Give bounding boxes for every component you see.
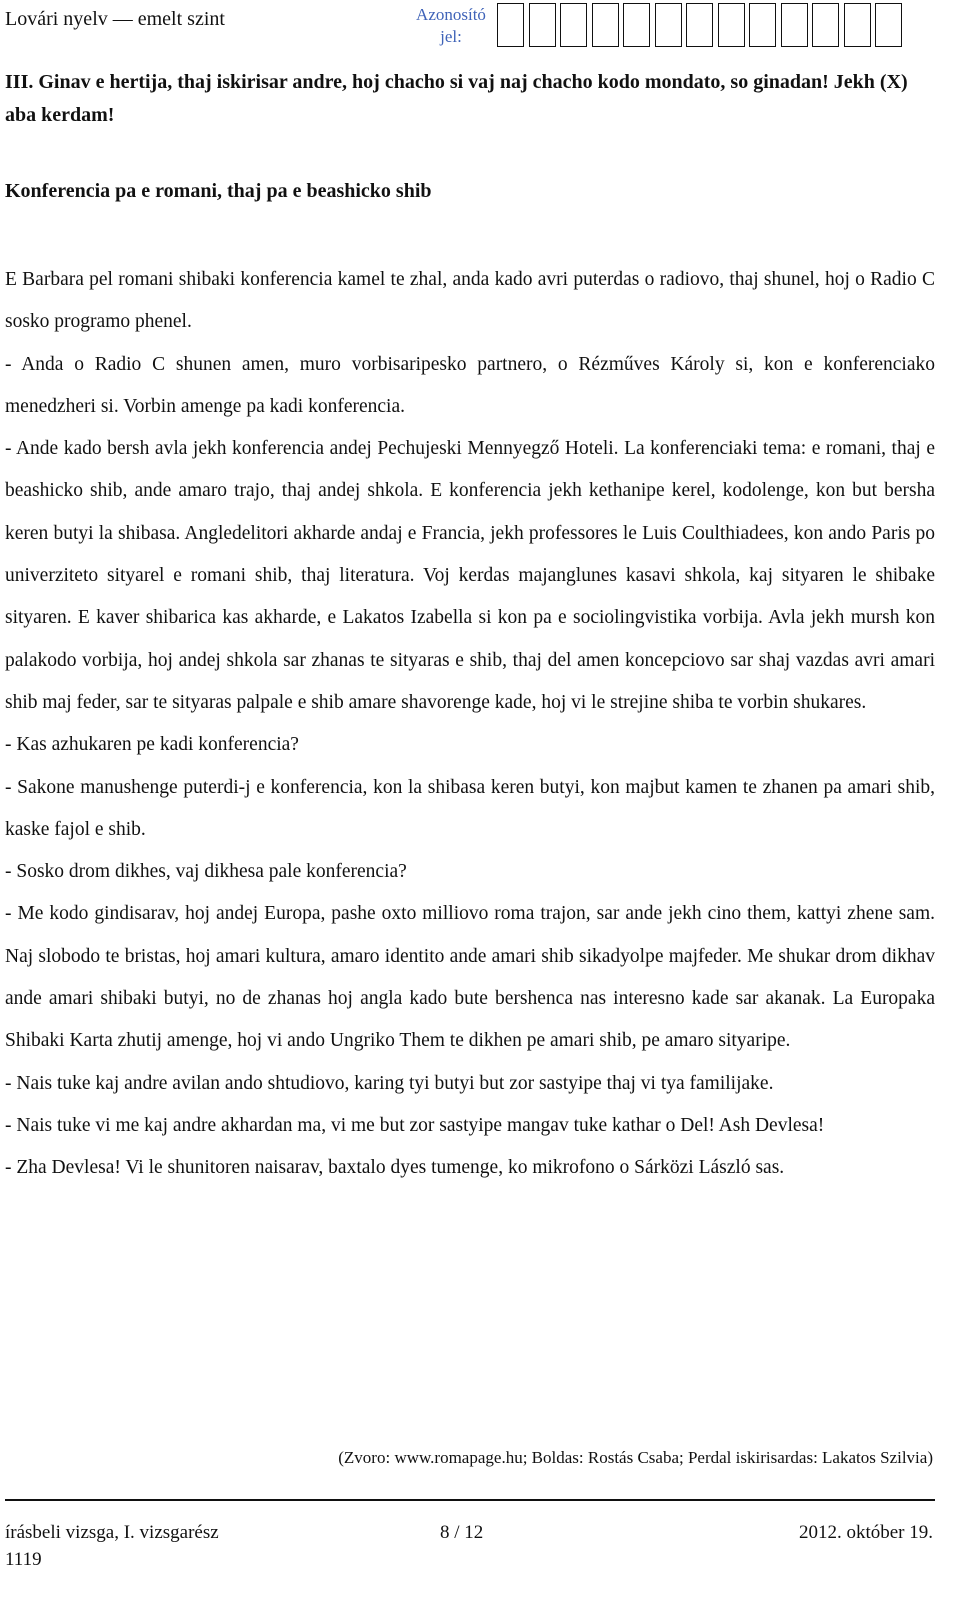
article-paragraph: - Nais tuke kaj andre avilan ando shtudiovo, karing tyi butyi but zor sastyipe thaj vi tya familijake. <box>5 1072 774 1094</box>
id-code-box[interactable] <box>875 3 902 47</box>
article-paragraph: - Nais tuke vi me kaj andre akhardan ma, vi me but zor sastyipe mangav tuke kathar o Del! Ash Devlesa! <box>5 1114 825 1136</box>
id-code-box[interactable] <box>718 3 745 47</box>
id-code-boxes <box>497 3 907 49</box>
exam-subject: Lovári nyelv — emelt szint <box>5 8 225 30</box>
article-source: (Zvoro: www.romapage.hu; Boldas: Rostás Csaba; Perdal iskirisardas: Lakatos Szilvia) <box>338 1448 933 1467</box>
id-code-box[interactable] <box>497 3 524 47</box>
footer-code: 1119 <box>5 1549 42 1570</box>
footer-date: 2012. október 19. <box>798 1522 933 1543</box>
id-code-box[interactable] <box>623 3 650 47</box>
id-code-box[interactable] <box>749 3 776 47</box>
footer-page-number: 8 / 12 <box>440 1522 484 1543</box>
footer-divider <box>5 1499 935 1501</box>
id-code-box[interactable] <box>844 3 871 47</box>
article-paragraph: E Barbara pel romani shibaki konferencia kamel te zhal, anda kado avri puterdas o radiovo, thaj shunel, hoj o Radio C sosko programo phenel. <box>5 269 935 333</box>
article-paragraph: - Ande kado bersh avla jekh konferencia andej Pechujeski Mennyegző Hoteli. La konferenciaki tema: e romani, thaj e beashicko shib, ande amaro trajo, thaj andej shkola. E konferencia jekh kethanipe kerel, kodolenge, kon but bersha keren butyi la shibasa. Angledelitori akharde andaj e Francia, jekh professores le Luis Coulthiadees, kon ando Paris po univerziteto sityarel e romani shib, thaj literatura. Voj kerdas majanglunes kasavi shkola, kaj sityaren le shibake sityaren. E kaver shibarica kas akharde, e Lakatos Izabella si kon pa e sociolingvistika vorbija. Avla jekh mursh kon palakodo vorbija, hoj andej shkola sar zhanas te sityaras e shib, thaj del amen koncepciovo sar shaj vazdas avri amari shib maj feder, sar te sityaras palpale e shib amare shavorenge kade, hoj vi le strejine shiba te vorbin shukares. <box>5 438 935 713</box>
id-code-box[interactable] <box>560 3 587 47</box>
id-label-line2: jel: <box>440 27 462 46</box>
id-code-box[interactable] <box>686 3 713 47</box>
id-code-box[interactable] <box>592 3 619 47</box>
article-paragraph: - Zha Devlesa! Vi le shunitoren naisarav, baxtalo dyes tumenge, ko mikrofono o Sárközi László sas. <box>5 1157 785 1179</box>
article-body <box>5 259 935 1190</box>
id-label <box>412 4 490 48</box>
article-paragraph: - Anda o Radio C shunen amen, muro vorbisaripesko partnero, o Rézműves Károly si, kon e konferenciako menedzheri si. Vorbin amenge pa kadi konferencia. <box>5 353 935 417</box>
footer-exam-part: írásbeli vizsga, I. vizsgarész <box>5 1522 219 1543</box>
article-paragraph: - Me kodo gindisarav, hoj andej Europa, pashe oxto milliovo roma trajon, sar ande jekh cino them, kattyi zhene sam. Naj slobodo te bristas, hoj amari kultura, amaro identito ande amari shib sikadyolpe majfeder. Me shukar drom dikhav ande amari shibaki butyi, no de zhanas hoj angla kado bute bershenca nas interesno kade sar akanak. La Europaka Shibaki Karta zhutij amenge, hoj vi ando Ungriko Them te dikhen pe amari shib, pe amaro sityaripe. <box>5 903 935 1052</box>
article-paragraph: - Sakone manushenge puterdi-j e konferencia, kon la shibasa keren butyi, kon majbut kamen te zhanen pa amari shib, kaske fajol e shib. <box>5 776 935 840</box>
task-instruction: III. Ginav e hertija, thaj iskirisar andre, hoj chacho si vaj naj chacho kodo mondato, so ginadan! Jekh (X) aba kerdam! <box>5 71 908 126</box>
id-code-box[interactable] <box>812 3 839 47</box>
id-label-line1: Azonosító <box>416 5 486 24</box>
id-code-box[interactable] <box>655 3 682 47</box>
article-title: Konferencia pa e romani, thaj pa e beashicko shib <box>5 180 432 202</box>
id-code-box[interactable] <box>529 3 556 47</box>
article-paragraph: - Kas azhukaren pe kadi konferencia? <box>5 734 299 756</box>
id-code-box[interactable] <box>781 3 808 47</box>
article-paragraph: - Sosko drom dikhes, vaj dikhesa pale konferencia? <box>5 861 407 883</box>
